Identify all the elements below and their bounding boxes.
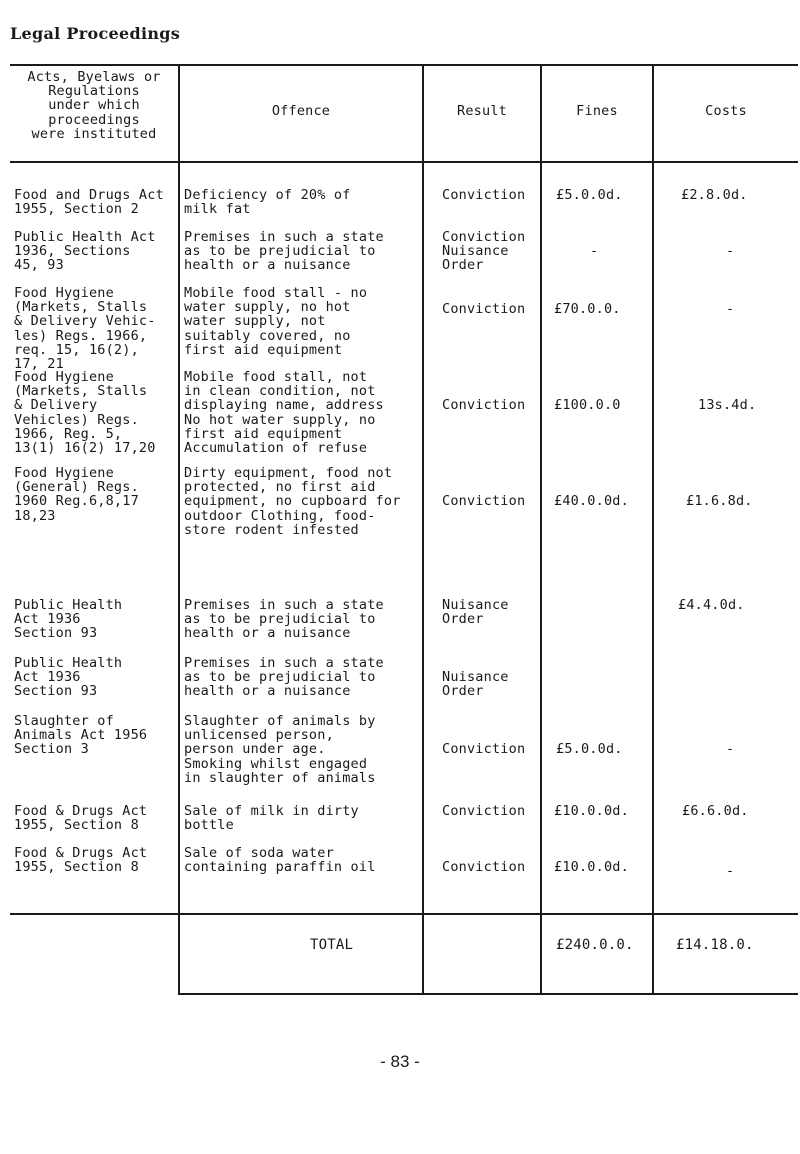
row-5-fines: £40.0.0d. <box>554 493 629 509</box>
row-4-fines: £100.0.0 <box>554 397 621 413</box>
row-10-act: Food & Drugs Act 1955, Section 8 <box>14 845 148 876</box>
row-10-costs: - <box>726 863 735 879</box>
legal-proceedings-table <box>10 64 798 999</box>
row-9-costs: £6.6.0d. <box>682 803 749 819</box>
row-10-offence: Sale of soda water containing paraffin oil <box>184 845 376 876</box>
row-6-costs: £4.4.0d. <box>678 597 745 613</box>
column-divider-2 <box>422 64 424 995</box>
row-3-costs: - <box>726 301 735 317</box>
row-4-costs: 13s.4d. <box>698 397 757 413</box>
row-1-costs: £2.8.0d. <box>681 187 748 203</box>
page-heading: Legal Proceedings <box>10 24 181 43</box>
row-8-offence: Slaughter of animals by unlicensed person, person under age. Smoking whilst engaged in slaughter of animals <box>184 713 376 786</box>
row-3-act: Food Hygiene (Markets, Stalls & Delivery Vehic- les) Regs. 1966, req. 15, 16(2), 17, 21 <box>14 285 156 373</box>
row-5-act: Food Hygiene (General) Regs. 1960 Reg.6,8,17 18,23 <box>14 465 139 524</box>
row-5-offence: Dirty equipment, food not protected, no first aid equipment, no cupboard for outdoor Clothing, food- store rodent infested <box>184 465 401 538</box>
column-divider-1 <box>178 64 180 995</box>
row-8-result: Conviction <box>442 741 526 757</box>
row-4-offence: Mobile food stall, not in clean condition, not displaying name, address No hot water supply, no first aid equipment Accumulation of refuse <box>184 369 384 457</box>
header-fines: Fines <box>576 103 618 119</box>
row-2-offence: Premises in such a state as to be prejudicial to health or a nuisance <box>184 229 384 274</box>
row-7-act: Public Health Act 1936 Section 93 <box>14 655 123 700</box>
row-1-fines: £5.0.0d. <box>556 187 623 203</box>
row-1-result: Conviction <box>442 187 526 203</box>
row-7-offence: Premises in such a state as to be prejudicial to health or a nuisance <box>184 655 384 700</box>
total-label: TOTAL <box>310 937 354 953</box>
total-fines: £240.0.0. <box>556 937 634 953</box>
page-number: - 83 - <box>380 1052 420 1071</box>
row-9-act: Food & Drugs Act 1955, Section 8 <box>14 803 148 834</box>
row-9-offence: Sale of milk in dirty bottle <box>184 803 359 834</box>
row-8-act: Slaughter of Animals Act 1956 Section 3 <box>14 713 148 758</box>
row-9-fines: £10.0.0d. <box>554 803 629 819</box>
header-offence: Offence <box>271 103 331 119</box>
row-8-fines: £5.0.0d. <box>556 741 623 757</box>
row-6-act: Public Health Act 1936 Section 93 <box>14 597 123 642</box>
column-divider-4 <box>652 64 654 995</box>
row-5-costs: £1.6.8d. <box>686 493 753 509</box>
total-costs: £14.18.0. <box>676 937 754 953</box>
column-divider-3 <box>540 64 542 995</box>
row-3-fines: £70.0.0. <box>554 301 621 317</box>
row-4-act: Food Hygiene (Markets, Stalls & Delivery Vehicles) Regs. 1966, Reg. 5, 13(1) 16(2) 17,20 <box>14 369 156 457</box>
row-2-fines: - <box>590 243 599 259</box>
row-1-act: Food and Drugs Act 1955, Section 2 <box>14 187 164 218</box>
row-3-result: Conviction <box>442 301 526 317</box>
row-4-result: Conviction <box>442 397 526 413</box>
row-2-costs: - <box>726 243 735 259</box>
row-10-result: Conviction <box>442 859 526 875</box>
header-bottom-rule <box>10 161 798 163</box>
row-7-result: Nuisance Order <box>442 669 509 700</box>
header-result: Result <box>457 103 507 119</box>
header-costs: Costs <box>705 103 747 119</box>
total-top-rule <box>10 913 798 915</box>
row-10-fines: £10.0.0d. <box>554 859 629 875</box>
header-acts: Acts, Byelaws or Regulations under which proceedings were instituted <box>27 69 161 142</box>
total-bottom-rule <box>178 993 798 995</box>
row-6-result: Nuisance Order <box>442 597 509 628</box>
row-9-result: Conviction <box>442 803 526 819</box>
row-1-offence: Deficiency of 20% of milk fat <box>184 187 351 218</box>
row-8-costs: - <box>726 741 735 757</box>
row-3-offence: Mobile food stall - no water supply, no hot water supply, not suitably covered, no first aid equipment <box>184 285 368 358</box>
row-2-act: Public Health Act 1936, Sections 45, 93 <box>14 229 156 274</box>
row-2-result: Conviction Nuisance Order <box>442 229 526 274</box>
row-6-offence: Premises in such a state as to be prejudicial to health or a nuisance <box>184 597 384 642</box>
table-top-rule <box>10 64 798 66</box>
row-5-result: Conviction <box>442 493 526 509</box>
